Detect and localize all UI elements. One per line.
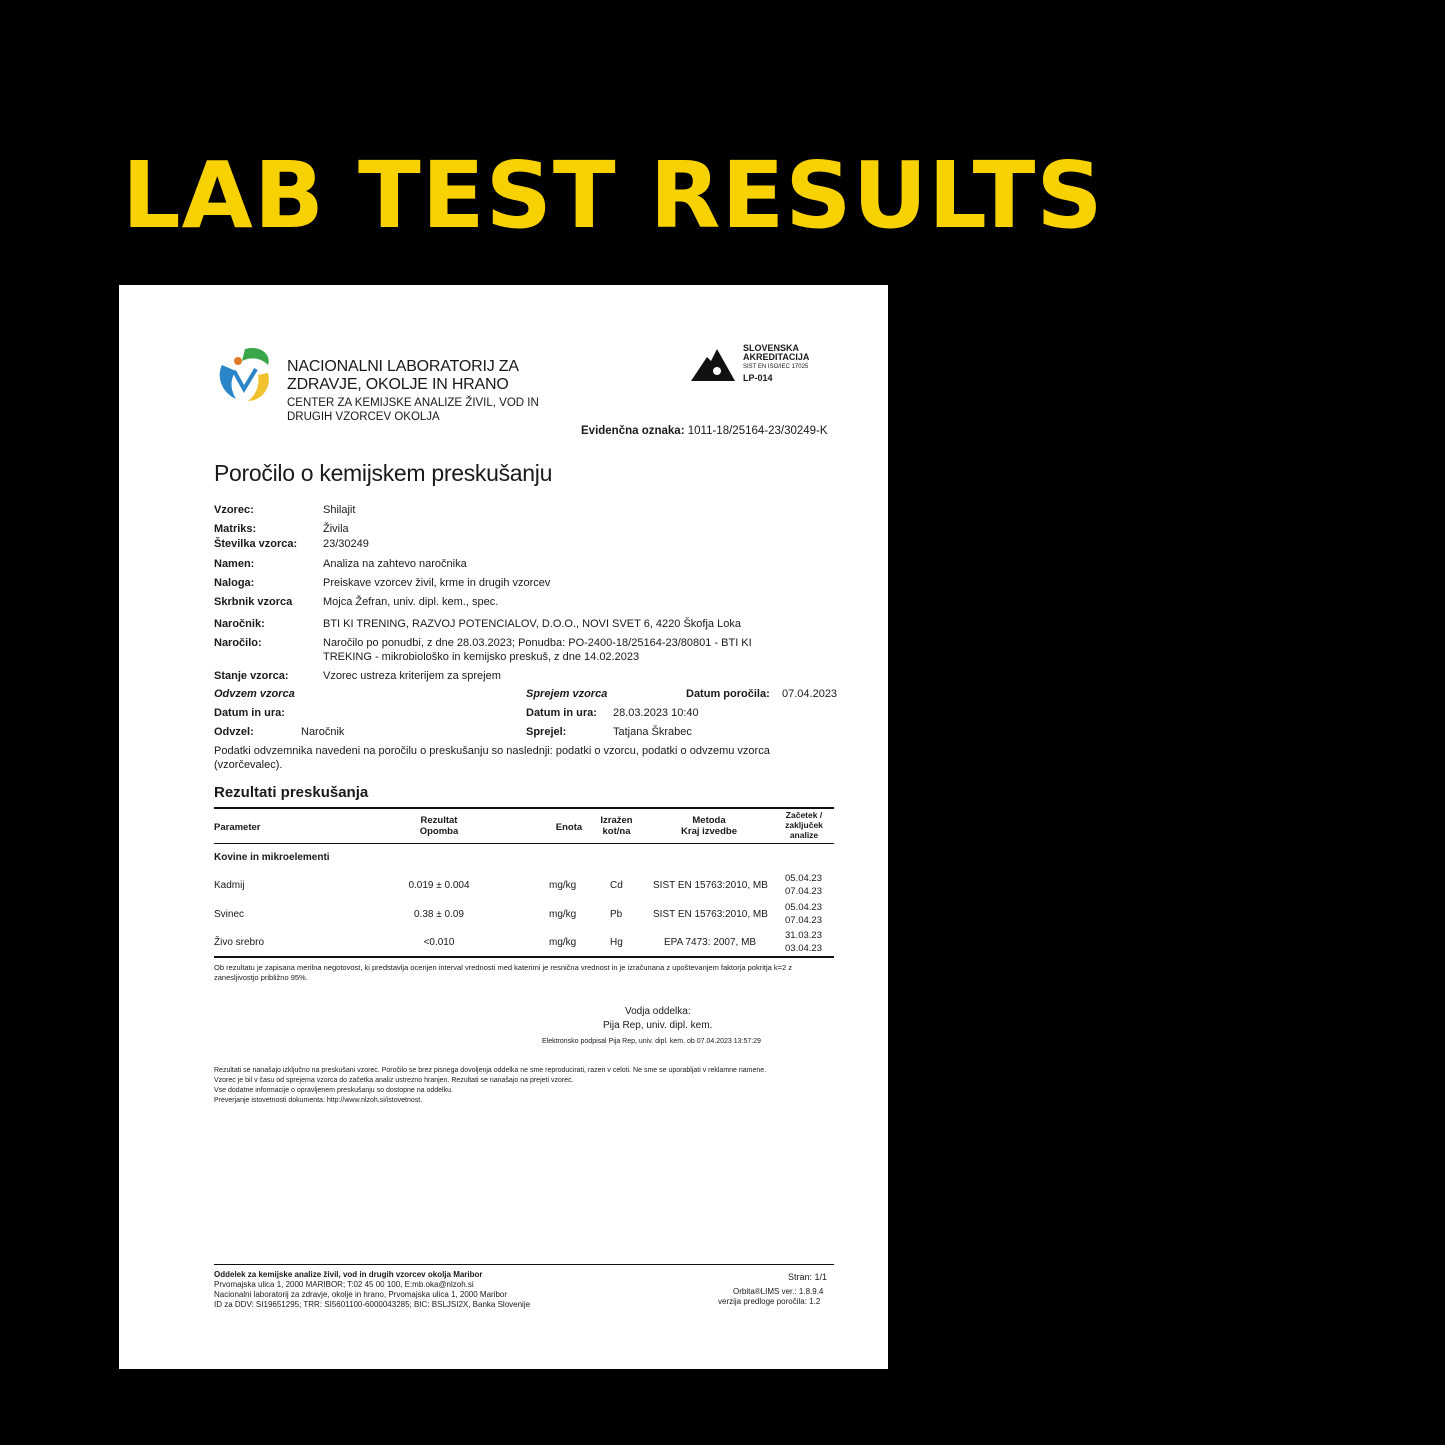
report-title: Poročilo o kemijskem preskušanju: [214, 460, 553, 486]
col-rezultat: [409, 815, 469, 837]
col-izrazen-line1: Izražen: [600, 815, 633, 826]
footer-line3: Nacionalni laboratorij za zdravje, okolje in hrano, Prvomajska ulica 1, 2000 Maribor: [214, 1290, 508, 1299]
evidence-mark: [581, 425, 828, 437]
sprejel-value: Tatjana Škrabec: [613, 726, 692, 738]
electronic-signature: Elektronsko podpisal Pija Rep, univ. dipl. kem. ob 07.04.2023 13:57:29: [542, 1038, 761, 1045]
row-kadmij-start: 05.04.23: [785, 873, 822, 884]
col-zacetek-line2: zaključek: [785, 820, 823, 830]
col-rezultat-line2: Opomba: [419, 826, 459, 837]
footer-line1: Oddelek za kemijske analize živil, vod in drugih vzorcev okolja Maribor: [214, 1270, 483, 1279]
field-label-namen: Namen:: [214, 558, 255, 570]
signature-role: Vodja oddelka:: [625, 1006, 691, 1017]
row-svinec-unit: mg/kg: [549, 909, 577, 920]
org-name-line1: NACIONALNI LABORATORIJ ZA: [287, 358, 519, 375]
footer-line4: ID za DDV: SI19651295; TRR: SI5601100-6000043285; BIC: BSLJSI2X, Banka Slovenije: [214, 1300, 531, 1309]
odvzem-heading: Odvzem vzorca: [214, 688, 295, 700]
accreditation-standard: SIST EN ISO/IEC 17025: [743, 364, 809, 370]
accreditation-line2: AKREDITACIJA: [743, 352, 810, 362]
disclaimer-line3: Vse dodatne informacije o opravljenem preskušanju so dostopne na oddelku.: [214, 1087, 453, 1094]
evidence-value: 1011-18/25164-23/30249-K: [687, 425, 828, 437]
sprejem-date-value: 28.03.2023 10:40: [613, 707, 699, 719]
field-value-namen: Analiza na zahtevo naročnika: [323, 558, 467, 570]
row-svinec-method: SIST EN 15763:2010, MB: [653, 909, 768, 920]
col-zacetek-line3: analize: [789, 830, 819, 840]
accreditation-line1: SLOVENSKA: [743, 343, 800, 353]
org-dept-line1: CENTER ZA KEMIJSKE ANALIZE ŽIVIL, VOD IN: [287, 397, 539, 409]
disclaimer-line4: Preverjanje istovetnosti dokumenta: http://www.nlzoh.si/istovetnost.: [214, 1097, 423, 1104]
col-izrazen-line2: kot/na: [602, 826, 631, 837]
sprejem-date-label: Datum in ura:: [526, 707, 597, 719]
table-top-rule: [214, 807, 834, 809]
field-value-skrbnik: Mojca Žefran, univ. dipl. kem., spec.: [323, 596, 499, 608]
table-group-heading: Kovine in mikroelementi: [214, 852, 330, 863]
col-metoda-line1: Metoda: [692, 815, 726, 826]
org-name-line2: ZDRAVJE, OKOLJE IN HRANO: [287, 376, 509, 393]
col-metoda-line2: Kraj izvedbe: [681, 826, 737, 837]
odvzel-label: Odvzel:: [214, 726, 254, 738]
sampler-data-note: Podatki odvzemnika navedeni na poročilu o preskušanju so naslednji: podatki o vzorcu, podatki o odvzemu vzorca (vzorčevalec).: [214, 745, 770, 771]
odvzel-value: Naročnik: [301, 726, 345, 738]
headline: LAB TEST RESULTS: [122, 142, 1104, 249]
results-title: Rezultati preskušanja: [214, 784, 369, 801]
field-label-stevilka: Številka vzorca:: [214, 538, 298, 550]
row-svinec-param: Svinec: [214, 909, 245, 920]
disclaimer-line2: Vzorec je bil v času od sprejema vzorca do začetka analiz ustrezno hranjen. Rezultati se nanašajo na prejeti vzorec.: [214, 1077, 574, 1084]
accreditation-mountain-icon: [689, 341, 737, 385]
field-label-narocilo: Naročilo:: [214, 637, 262, 649]
sprejem-heading: Sprejem vzorca: [526, 688, 608, 700]
row-zivo-srebro-as: Hg: [610, 937, 623, 948]
row-svinec-start: 05.04.23: [785, 902, 822, 913]
col-enota: Enota: [555, 822, 583, 833]
row-kadmij-unit: mg/kg: [549, 880, 577, 891]
row-svinec-result: 0.38 ± 0.09: [414, 909, 464, 920]
field-label-narocnik: Naročnik:: [214, 618, 265, 630]
row-zivo-srebro-result: <0.010: [423, 937, 455, 948]
field-value-narocilo-line1: Naročilo po ponudbi, z dne 28.03.2023; Ponudba: PO-2400-18/25164-23/80801 - BTI KI: [323, 637, 752, 649]
field-label-vzorec: Vzorec:: [214, 504, 254, 516]
row-kadmij-param: Kadmij: [214, 880, 245, 891]
field-label-naloga: Naloga:: [214, 577, 255, 589]
signature-name: Pija Rep, univ. dipl. kem.: [603, 1020, 713, 1031]
row-kadmij-as: Cd: [610, 880, 623, 891]
footer-page: Stran: 1/1: [788, 1272, 828, 1282]
row-zivo-srebro-method: EPA 7473: 2007, MB: [664, 937, 757, 948]
field-value-stanje: Vzorec ustreza kriterijem za sprejem: [323, 670, 501, 682]
field-value-matriks: Živila: [323, 523, 349, 535]
footer-lims-version: Orbita®LIMS ver.: 1.8.9.4: [733, 1287, 824, 1296]
row-kadmij-end: 07.04.23: [785, 886, 822, 897]
col-zacetek: [779, 810, 829, 840]
report-date-value: 07.04.2023: [782, 688, 838, 700]
odvzem-date-label: Datum in ura:: [214, 707, 285, 719]
footer-rule: [214, 1264, 834, 1265]
field-value-stevilka: 23/30249: [323, 538, 369, 550]
uncertainty-note: Ob rezultatu je zapisana merilna negotovost, ki predstavlja ocenjen interval vrednosti med katerimi je resnična vrednost in je izračunana z upoštevanjem faktorja pokritja k=2 z zanesljivostjo približno 95%.: [214, 963, 793, 982]
report-date-label: Datum poročila:: [686, 688, 770, 700]
col-parameter: Parameter: [214, 822, 261, 833]
sprejel-label: Sprejel:: [526, 726, 567, 738]
field-label-stanje: Stanje vzorca:: [214, 670, 289, 682]
field-value-vzorec: Shilajit: [323, 504, 356, 516]
footer-template-version: verzija predloge poročila: 1.2: [718, 1297, 821, 1306]
row-zivo-srebro-unit: mg/kg: [549, 937, 577, 948]
field-value-narocnik: BTI KI TRENING, RAZVOJ POTENCIALOV, D.O.O., NOVI SVET 6, 4220 Škofja Loka: [323, 618, 741, 630]
col-metoda: [664, 815, 754, 837]
field-value-narocilo-line2: TREKING - mikrobiološko in kemijsko preskuš, z dne 14.02.2023: [323, 651, 640, 663]
row-zivo-srebro-start: 31.03.23: [785, 930, 822, 941]
org-dept-line2: DRUGIH VZORCEV OKOLJA: [287, 411, 440, 423]
field-label-matriks: Matriks:: [214, 523, 257, 535]
evidence-label: Evidenčna oznaka:: [581, 425, 685, 437]
col-rezultat-line1: Rezultat: [420, 815, 458, 826]
field-value-naloga: Preiskave vzorcev živil, krme in drugih vzorcev: [323, 577, 551, 589]
row-kadmij-method: SIST EN 15763:2010, MB: [653, 880, 768, 891]
row-svinec-end: 07.04.23: [785, 915, 822, 926]
table-header-rule: [214, 843, 834, 844]
disclaimer-line1: Rezultati se nanašajo izključno na preskušani vzorec. Poročilo se brez pisnega dovoljenja oddelka ne sme reproducirati, razen v celoti. Ne sme se uporabljati v reklamne namene.: [214, 1067, 767, 1074]
row-svinec-as: Pb: [610, 909, 623, 920]
accreditation-number: LP-014: [743, 373, 773, 383]
lab-report-document: [119, 285, 888, 1369]
col-zacetek-line1: Začetek /: [785, 810, 823, 820]
row-kadmij-result: 0.019 ± 0.004: [408, 880, 470, 891]
field-label-skrbnik: Skrbnik vzorca: [214, 596, 293, 608]
table-bottom-rule: [214, 956, 834, 958]
row-zivo-srebro-param: Živo srebro: [214, 937, 265, 948]
footer-line2: Prvomajska ulica 1, 2000 MARIBOR; T:02 45 00 100, E:mb.oka@nlzoh.si: [214, 1280, 474, 1289]
row-zivo-srebro-end: 03.04.23: [785, 943, 822, 954]
col-izrazen: [594, 815, 639, 837]
nlzoh-logo-icon: [214, 343, 276, 405]
